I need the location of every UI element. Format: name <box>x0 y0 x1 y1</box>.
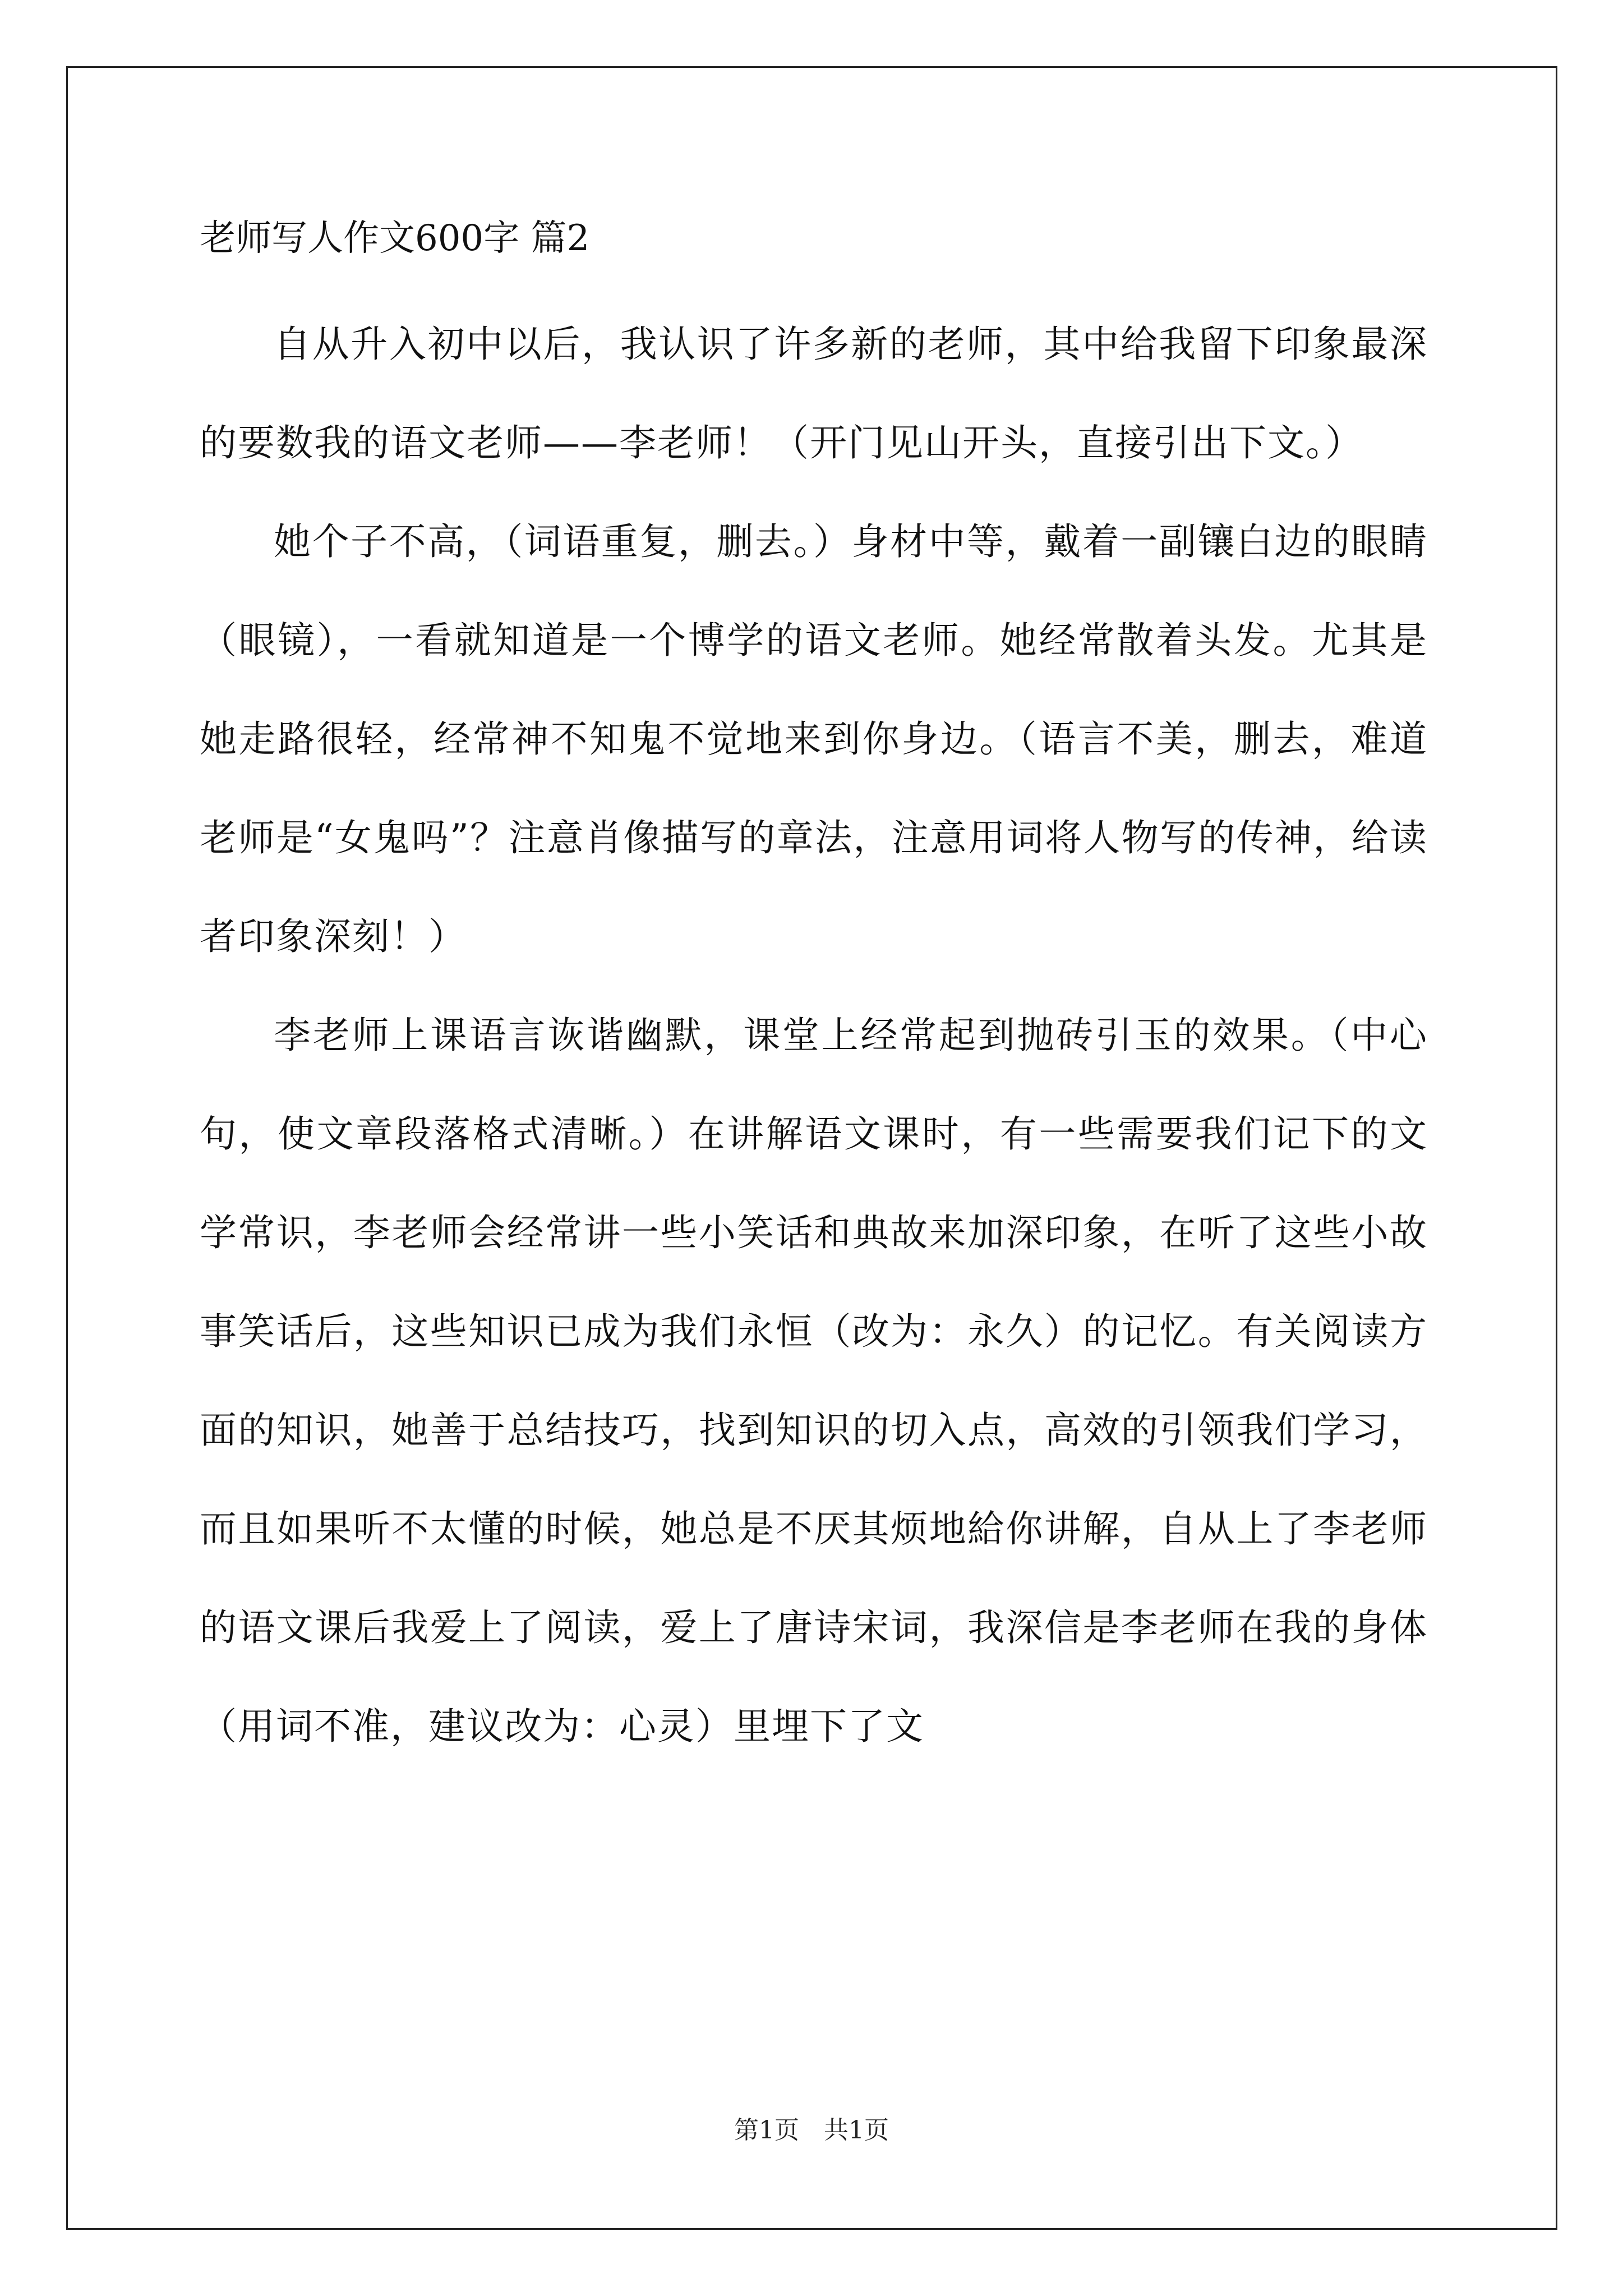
document-title: 老师写人作文600字 篇2 <box>200 218 590 259</box>
document-body <box>200 213 1428 1776</box>
paragraph-3: 李老师上课语言诙谐幽默，课堂上经常起到抛砖引玉的效果。（中心句，使文章段落格式清晰。）在讲解语文课时，有一些需要我们记下的文学常识，李老师会经常讲一些小笑话和典故来加深印象，在听了这些小故事笑话后，这些知识已成为我们永恒（改为：永久）的记忆。有关阅读方面的知识，她善于总结技巧，找到知识的切入点，高效的引领我们学习，而且如果听不太懂的时候，她总是不厌其烦地給你讲解，自从上了李老师的语文课后我爱上了阅读，爱上了唐诗宋词，我深信是李老师在我的身体（用词不准，建议改为：心灵）里埋下了文 <box>200 1014 1428 1748</box>
paragraph-1: 自从升入初中以后，我认识了许多新的老师，其中给我留下印象最深的要数我的语文老师——李老师！（开门见山开头，直接引出下文。） <box>200 323 1428 464</box>
paragraph-2: 她个子不高，（词语重复，删去。）身材中等，戴着一副镶白边的眼睛（眼镜），一看就知道是一个博学的语文老师。她经常散着头发。尤其是她走路很轻，经常神不知鬼不觉地来到你身边。（语言不美，删去，难道老师是“女鬼吗”？注意肖像描写的章法，注意用词将人物写的传神，给读者印象深刻！） <box>200 520 1428 958</box>
page-number-footer: 第1页 共1页 <box>734 2116 889 2145</box>
